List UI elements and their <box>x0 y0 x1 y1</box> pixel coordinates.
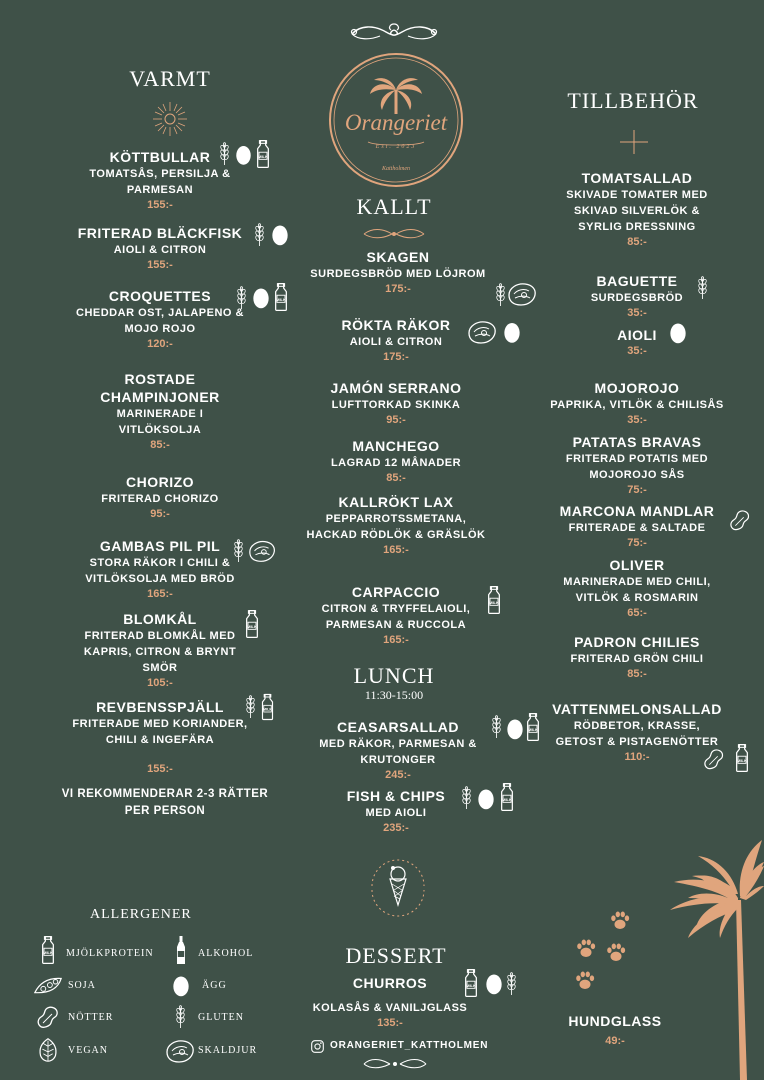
gluten-icon <box>495 283 506 307</box>
milk-icon <box>734 743 750 773</box>
milk-icon <box>463 968 479 998</box>
milk-icon <box>486 585 502 615</box>
milk-icon <box>244 609 260 639</box>
menu-item <box>60 610 260 691</box>
item-name: SKAGEN <box>366 249 430 265</box>
item-name: TOMATSALLAD <box>581 170 693 186</box>
shellfish-icon <box>506 280 538 308</box>
menu-item <box>530 1012 700 1049</box>
egg-icon <box>506 716 524 741</box>
item-price: 95:- <box>386 414 406 426</box>
logo-place: Kattholmen <box>382 166 410 172</box>
item-price: 85:- <box>627 236 647 248</box>
bottom-ornament <box>360 1056 430 1072</box>
item-desc: FRITERAD BLOMKÅL MED KAPRIS, CITRON & BRYNT SMÖR <box>83 630 237 674</box>
item-price: 175:- <box>385 283 411 295</box>
item-price: 75:- <box>627 537 647 549</box>
allergen-label: ALKOHOL <box>198 948 254 959</box>
item-name: CHORIZO <box>125 474 195 490</box>
item-price: 85:- <box>150 439 170 451</box>
item-price: 95:- <box>150 508 170 520</box>
nut-icon <box>701 747 727 773</box>
item-desc: KOLASÅS & VANILJGLASS <box>312 1002 468 1014</box>
item-price: 35:- <box>627 307 647 319</box>
item-desc: RÖDBETOR, KRASSE, GETOST & PISTAGENÖTTER <box>555 720 719 748</box>
section-heading-varmt: VARMT <box>129 66 211 91</box>
item-desc: CITRON & TRYFFELAIOLI, PARMESAN & RUCCOLA <box>321 603 471 631</box>
item-name: FISH & CHIPS <box>346 788 446 804</box>
menu-item <box>296 493 496 558</box>
menu-item <box>537 556 737 621</box>
egg-icon <box>503 319 521 345</box>
item-name: OLIVER <box>609 557 665 573</box>
section-heading-dessert: DESSERT <box>345 943 447 968</box>
allergen-label: GLUTEN <box>198 1012 244 1023</box>
menu-item <box>60 287 260 352</box>
item-name: CHURROS <box>352 975 428 991</box>
item-name: MANCHEGO <box>352 438 440 454</box>
item-price: 135:- <box>377 1017 403 1029</box>
menu-item <box>296 379 496 428</box>
item-desc: AIOLI & CITRON <box>113 244 207 256</box>
gluten-icon <box>219 142 230 166</box>
menu-item <box>537 502 737 551</box>
menu-item <box>296 583 496 648</box>
gluten-icon <box>491 715 502 739</box>
instagram-icon <box>311 1040 324 1053</box>
menu-item <box>60 370 260 453</box>
section-heading-lunch: LUNCH <box>353 663 435 688</box>
item-desc: MED AIOLI <box>365 807 427 819</box>
gluten-icon <box>233 539 244 563</box>
item-name: KÖTTBULLAR <box>109 149 211 165</box>
item-name: BLOMKÅL <box>123 611 197 627</box>
allergen-label: MJÖLKPROTEIN <box>66 948 154 959</box>
nut-icon <box>727 508 753 534</box>
menu-item <box>290 974 490 1031</box>
allergen-legend-title: ALLERGENER <box>90 907 192 922</box>
menu-item <box>298 248 498 297</box>
paw-icon <box>574 970 596 992</box>
gluten-icon <box>254 223 265 247</box>
item-name: MOJOROJO <box>594 380 680 396</box>
kallt-ornament <box>362 227 426 241</box>
milk-icon <box>260 693 275 721</box>
item-price: 65:- <box>627 607 647 619</box>
instagram-handle[interactable]: ORANGERIET_KATTHOLMEN <box>330 1040 489 1051</box>
section-heading-tillbehor: TILLBEHÖR <box>567 88 699 113</box>
item-name: MARCONA MANDLAR <box>559 503 715 519</box>
soy-icon <box>32 973 64 999</box>
item-price: 35:- <box>627 414 647 426</box>
item-desc: FRITERAD GRÖN CHILI <box>570 653 704 665</box>
menu-item <box>537 433 737 498</box>
item-price: 155:- <box>147 199 173 211</box>
menu-item <box>537 633 737 682</box>
egg-icon <box>669 320 687 345</box>
milk-icon <box>255 139 271 169</box>
item-name: GAMBAS PIL PIL <box>99 538 221 554</box>
item-price: 110:- <box>624 751 650 763</box>
item-name: FRITERAD BLÄCKFISK <box>77 225 243 241</box>
item-name: REVBENSSPJÄLL <box>96 699 224 715</box>
item-price: 165:- <box>147 588 173 600</box>
gluten-icon <box>245 695 256 719</box>
item-name: RÖKTA RÄKOR <box>341 317 451 333</box>
item-name: CROQUETTES <box>108 288 212 304</box>
menu-item <box>60 537 260 602</box>
item-desc: CHEDDAR OST, JALAPENO & MOJO ROJO <box>76 307 244 335</box>
sun-ornament-icon <box>152 101 188 137</box>
item-price: 155:- <box>147 259 173 271</box>
top-ornament <box>346 20 442 44</box>
egg-icon <box>485 971 503 996</box>
allergen-label: SOJA <box>68 980 96 991</box>
item-name: ROSTADE CHAMPINJONER <box>100 371 220 405</box>
shellfish-icon <box>466 318 498 346</box>
item-price: 35:- <box>627 345 647 357</box>
allergen-label: VEGAN <box>68 1045 108 1056</box>
gluten-icon <box>175 1005 186 1029</box>
section-heading-kallt: KALLT <box>356 194 432 219</box>
gluten-icon <box>461 786 472 810</box>
menu-item <box>298 718 498 783</box>
item-desc: AIOLI & CITRON <box>349 336 443 348</box>
milk-icon <box>273 282 289 312</box>
egg-icon <box>477 786 495 811</box>
item-price: 245:- <box>385 769 411 781</box>
item-desc: SKIVADE TOMATER MED SKIVAD SILVERLÖK & SYRLIG DRESSNING <box>566 189 708 233</box>
item-price: 105:- <box>147 677 173 689</box>
paw-icon <box>605 942 627 964</box>
allergen-label: SKALDJUR <box>198 1045 258 1056</box>
item-price: 85:- <box>386 472 406 484</box>
item-name: AIOLI <box>617 327 657 343</box>
item-desc: SURDEGSBRÖD MED LÖJROM <box>310 268 486 280</box>
item-name: HUNDGLASS <box>568 1013 662 1029</box>
paw-icon <box>609 910 631 932</box>
recommendation-text: VI REKOMMENDERAR 2-3 RÄTTER PER PERSON <box>61 788 269 817</box>
menu-item <box>60 473 260 522</box>
item-price: 165:- <box>383 544 409 556</box>
item-name: CARPACCIO <box>351 584 441 600</box>
alcohol-icon <box>176 935 186 965</box>
item-desc: PEPPARROTSSMETANA, HACKAD RÖDLÖK & GRÄSLÖK <box>306 513 486 541</box>
menu-item <box>60 148 260 213</box>
item-name: VATTENMELONSALLAD <box>552 701 722 717</box>
allergen-label: ÄGG <box>202 980 227 991</box>
logo-est: Est. 2023 <box>375 144 417 150</box>
item-desc: FRITERAD POTATIS MED MOJOROJO SÅS <box>565 453 709 481</box>
palm-logo-icon <box>370 78 422 114</box>
gluten-icon <box>697 276 708 300</box>
item-desc: STORA RÄKOR I CHILI & VITLÖKSOLJA MED BRÖD <box>85 557 235 585</box>
item-desc: LAGRAD 12 MÅNADER <box>330 457 462 469</box>
gluten-icon <box>236 286 247 310</box>
item-desc: MED RÄKOR, PARMESAN & KRUTONGER <box>319 738 477 766</box>
item-desc: TOMATSÅS, PERSILJA & PARMESAN <box>89 168 231 196</box>
item-price: 49:- <box>605 1035 625 1047</box>
item-name: CEASARSALLAD <box>337 719 459 735</box>
menu-item <box>537 169 737 250</box>
paw-icon <box>575 938 597 960</box>
menu-item <box>522 379 752 428</box>
item-name: BAGUETTE <box>596 273 678 289</box>
shellfish-icon <box>247 538 277 564</box>
menu-item <box>54 698 266 777</box>
item-price: 175:- <box>383 351 409 363</box>
item-desc: PAPRIKA, VITLÖK & CHILISÅS <box>550 399 724 411</box>
item-desc: SURDEGSBRÖD <box>590 292 684 304</box>
vegan-icon <box>34 1036 62 1064</box>
egg-icon <box>271 222 289 247</box>
item-price: 165:- <box>383 634 409 646</box>
item-name: KALLRÖKT LAX <box>338 494 454 510</box>
milk-icon <box>40 935 56 965</box>
ice-cream-icon <box>358 846 438 926</box>
item-name: JAMÓN SERRANO <box>330 380 462 396</box>
item-name: PADRON CHILIES <box>574 634 700 650</box>
item-price: 120:- <box>147 338 173 350</box>
cross-ornament-icon <box>618 128 650 156</box>
gluten-icon <box>506 972 517 996</box>
item-price: 155:- <box>147 763 173 775</box>
milk-icon <box>499 782 515 812</box>
item-desc: MARINERADE MED CHILI, VITLÖK & ROSMARIN <box>563 576 711 604</box>
menu-item <box>537 326 737 359</box>
item-price: 75:- <box>627 484 647 496</box>
item-desc: FRITERAD CHORIZO <box>101 493 219 505</box>
item-desc: MARINERADE I VITLÖKSOLJA <box>116 408 204 436</box>
logo-name: Orangeriet <box>344 110 448 135</box>
egg-icon <box>252 285 270 310</box>
item-desc: FRITERADE MED KORIANDER, CHILI & INGEFÄRA <box>72 718 248 746</box>
nut-icon <box>34 1004 62 1032</box>
lunch-time: 11:30-15:00 <box>364 688 424 702</box>
menu-item <box>60 224 260 273</box>
menu-item <box>296 437 496 486</box>
item-price: 85:- <box>627 668 647 680</box>
shellfish-icon <box>164 1038 196 1064</box>
allergen-label: NÖTTER <box>68 1012 114 1023</box>
item-price: 235:- <box>383 822 409 834</box>
item-desc: FRITERADE & SALTADE <box>568 522 706 534</box>
egg-icon <box>235 143 252 166</box>
item-name: PATATAS BRAVAS <box>572 434 702 450</box>
logo <box>328 52 464 188</box>
egg-icon <box>172 973 190 998</box>
item-desc: LUFTTORKAD SKINKA <box>331 399 461 411</box>
